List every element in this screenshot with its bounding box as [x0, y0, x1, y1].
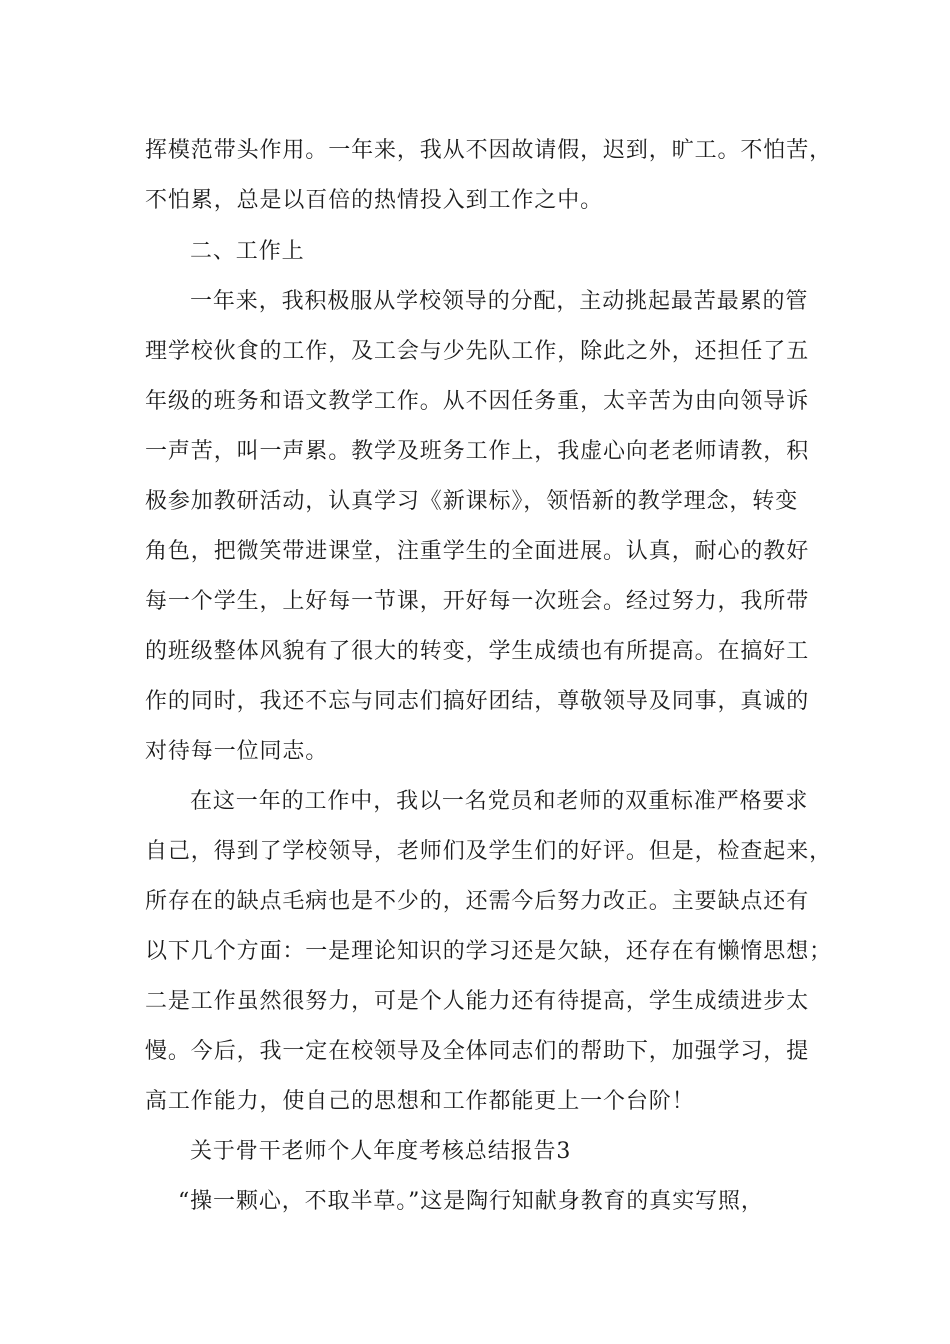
text-line: 自己，得到了学校领导，老师们及学生们的好评。但是，检查起来， — [145, 839, 833, 864]
text-line: 作的同时，我还不忘与同志们搞好团结，尊敬领导及同事，真诚的 — [145, 689, 810, 714]
text-line: 对待每一位同志。 — [145, 739, 329, 764]
text-line: 不怕累，总是以百倍的热情投入到工作之中。 — [145, 188, 604, 213]
text-line: 一声苦，叫一声累。教学及班务工作上，我虚心向老老师请教，积 — [145, 439, 810, 464]
text-line: 极参加教研活动，认真学习《新课标》，领悟新的教学理念，转变 — [145, 489, 799, 514]
text-line: 在这一年的工作中，我以一名党员和老师的双重标准严格要求 — [190, 789, 809, 814]
text-line: 所存在的缺点毛病也是不少的，还需今后努力改正。主要缺点还有 — [145, 889, 810, 914]
text-line: 一年来，我积极服从学校领导的分配，主动挑起最苦最累的管 — [190, 289, 809, 314]
text-line: 角色，把微笑带进课堂，注重学生的全面进展。认真，耐心的教好 — [145, 539, 810, 564]
text-line: “操一颗心，不取半草。”这是陶行知献身教育的真实写照， — [178, 1189, 764, 1214]
text-line: 慢。今后，我一定在校领导及全体同志们的帮助下，加强学习，提 — [145, 1039, 810, 1064]
text-line: 以下几个方面：一是理论知识的学习还是欠缺，还存在有懒惰思想； — [145, 939, 833, 964]
text-line: 理学校伙食的工作，及工会与少先队工作，除此之外，还担任了五 — [145, 339, 810, 364]
section-heading: 二、工作上 — [190, 239, 305, 264]
text-line: 年级的班务和语文教学工作。从不因任务重，太辛苦为由向领导诉 — [145, 389, 810, 414]
text-line: 二是工作虽然很努力，可是个人能力还有待提高，学生成绩进步太 — [145, 989, 810, 1014]
report-title: 关于骨干老师个人年度考核总结报告3 — [190, 1139, 572, 1164]
text-line: 挥模范带头作用。一年来，我从不因故请假，迟到，旷工。不怕苦， — [145, 138, 833, 163]
text-line: 每一个学生，上好每一节课，开好每一次班会。经过努力，我所带 — [145, 589, 810, 614]
text-line: 高工作能力，使自己的思想和工作都能更上一个台阶！ — [145, 1089, 695, 1114]
text-line: 的班级整体风貌有了很大的转变，学生成绩也有所提高。在搞好工 — [145, 639, 810, 664]
